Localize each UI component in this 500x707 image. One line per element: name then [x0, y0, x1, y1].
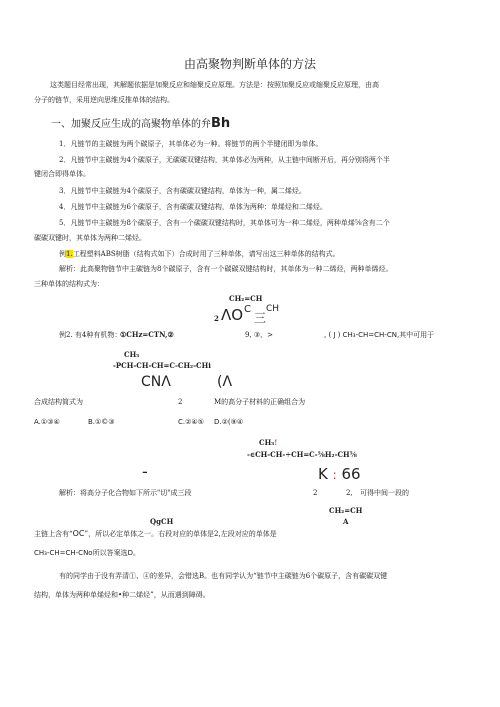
example-2-line-a: 合成结构简式为	[34, 398, 83, 406]
example-1-text: 工程塑料ABS树脂（结构式如下）合成时用了三种单体，请写出这三种单体的结构式。	[72, 250, 340, 258]
rule-5: 5．凡链节中主碳链为8个碳原子，含有一个碳碳双键结构时，其单体可为一种二烯烃，两种单烯⅝含有二个	[59, 219, 390, 227]
struct-1-c: C	[244, 304, 251, 315]
section-heading-text: 一、加聚反应生成的高聚物单体的弁	[51, 119, 211, 130]
section-heading-big: Bh	[211, 116, 231, 131]
option-a: A.①③④	[34, 418, 60, 426]
rule-1: 1．凡链节的主碳链为两个碳原子，其单体必为一种。将链节的两个半键闭即为单体。	[59, 140, 323, 148]
struct-2-k	[318, 465, 361, 484]
struct-2-chain: -∈CH-CH-÷CH=C-⅝H₂-CH⅝	[247, 450, 357, 459]
rule-3: 3．凡链节中主碳链为4个碳原子，含有碳碳双键结构，单体为一种，属二烯烃。	[59, 187, 306, 195]
option-b: B.①©③	[88, 418, 115, 426]
struct-2-ch3	[259, 438, 277, 447]
struct-2-ch3-text: CH₃	[259, 438, 275, 447]
example-2-item-1: ①CHz=CTN,②	[120, 330, 174, 339]
analysis-2-oc: OC	[72, 529, 85, 538]
example-1	[59, 250, 340, 259]
analysis-2-main-line	[34, 529, 277, 539]
struct-1-prefix: 2	[214, 314, 219, 323]
analysis-2-a: A	[343, 517, 349, 526]
example-2-label: 例2. 有4种有机物：	[59, 331, 122, 339]
analysis-2-two-a: 2	[313, 489, 318, 497]
closing-line-1: 有的同学由于没有弄清①、④的差异，会错选B。也有同学认为“链节中主碳链为6个碳原子，含有碳碳双键	[59, 572, 388, 580]
struct-2-num: 66	[341, 465, 361, 483]
struct-2-dash: -	[142, 462, 148, 481]
struct-2-colon: :	[332, 468, 337, 482]
struct-2-k-letter: K	[318, 465, 328, 483]
analysis-2-main-post: ”，所以必定单体之一。右段对应的单体是2,左段对应的单体是	[84, 530, 277, 538]
analysis-2-qgch: QgCH	[150, 517, 174, 526]
example-2-tail: , ( J ) CH₃-CH=CH-CN,其中可用于	[324, 331, 435, 339]
example-1-analysis-2: 三种单体的结构式为：	[34, 280, 104, 288]
struct-1-main: ΛΟ	[221, 306, 244, 324]
example-2-mid: 9, ③、>	[245, 331, 274, 339]
analysis-2-text-end: 可得中间一段的	[360, 489, 409, 497]
section-heading	[51, 117, 230, 132]
rule-4: 4．凡链节中主碳链为6个碳原子，含有碳碳双键结构，单体为两种：单烯烃和二烯烃。	[59, 203, 327, 211]
intro-line-1: 这类题目经常出现，其解题依据是加聚反应和缩聚反应原理。方法是：按照加聚反应或缩聚反应原理，由高	[50, 81, 379, 89]
example-2-struct-cn: CNΛ	[141, 374, 171, 390]
option-d: D.②(⑨④	[214, 418, 244, 426]
struct-1-top: CH₂=CH	[229, 294, 263, 303]
struct-1-triple-bond: 三	[254, 311, 267, 325]
closing-line-2: 结构，单体为两种单烯烃和•种二烯烃”，从而遇到障碍。	[34, 591, 210, 599]
analysis-2-text: 解析：将高分子化合物如下所示"切"成三段	[59, 489, 192, 497]
analysis-2-last: CH₃-CH=CH-CNo所以答案选D。	[34, 549, 140, 557]
option-c: C.②④⑤	[178, 418, 204, 426]
intro-line-2: 分子的链节，采用逆向思维反推单体的结构。	[34, 96, 174, 104]
example-2-line-c: M的高分子材料的正确组合为	[214, 398, 306, 406]
example-2-struct-paren: (Λ	[217, 374, 233, 390]
example-1-analysis-1: 解析：此高聚物链节中主碳链为8个碳原子，含有一个碳碳双键结构时，其单体为一种二烯烃，两种单烯烃。	[59, 265, 393, 273]
struct-1-ch: CH	[266, 304, 280, 314]
example-2-struct-chain: -PCH-CH-CH=C-CH₂-CHi	[113, 361, 211, 370]
analysis-2-two-b: 2,	[346, 489, 353, 497]
rule-2: 2．凡链节中主碳链为4个碳原子，无碳碳双键结构，其单体必为两种，从主链中间断开后，再分别将两个半	[59, 156, 390, 164]
analysis-2-ch2ch: CH₂=CH	[329, 506, 363, 515]
page-title: 由高聚物判断单体的方法	[183, 57, 316, 71]
example-1-prefix: 例	[59, 250, 66, 258]
struct-2-mark: !	[274, 438, 278, 447]
example-2-struct-ch3: CH₃	[124, 350, 140, 359]
example-2-line-b: 2	[178, 398, 183, 406]
example-1-number: 1.	[66, 250, 73, 258]
rule-5-cont: 碳碳双键时，其单体为两种二烯烃。	[34, 234, 146, 242]
rule-2-cont: 键闭合即得单体。	[34, 170, 90, 178]
analysis-2-main-pre: 主链上含有“	[34, 530, 73, 538]
